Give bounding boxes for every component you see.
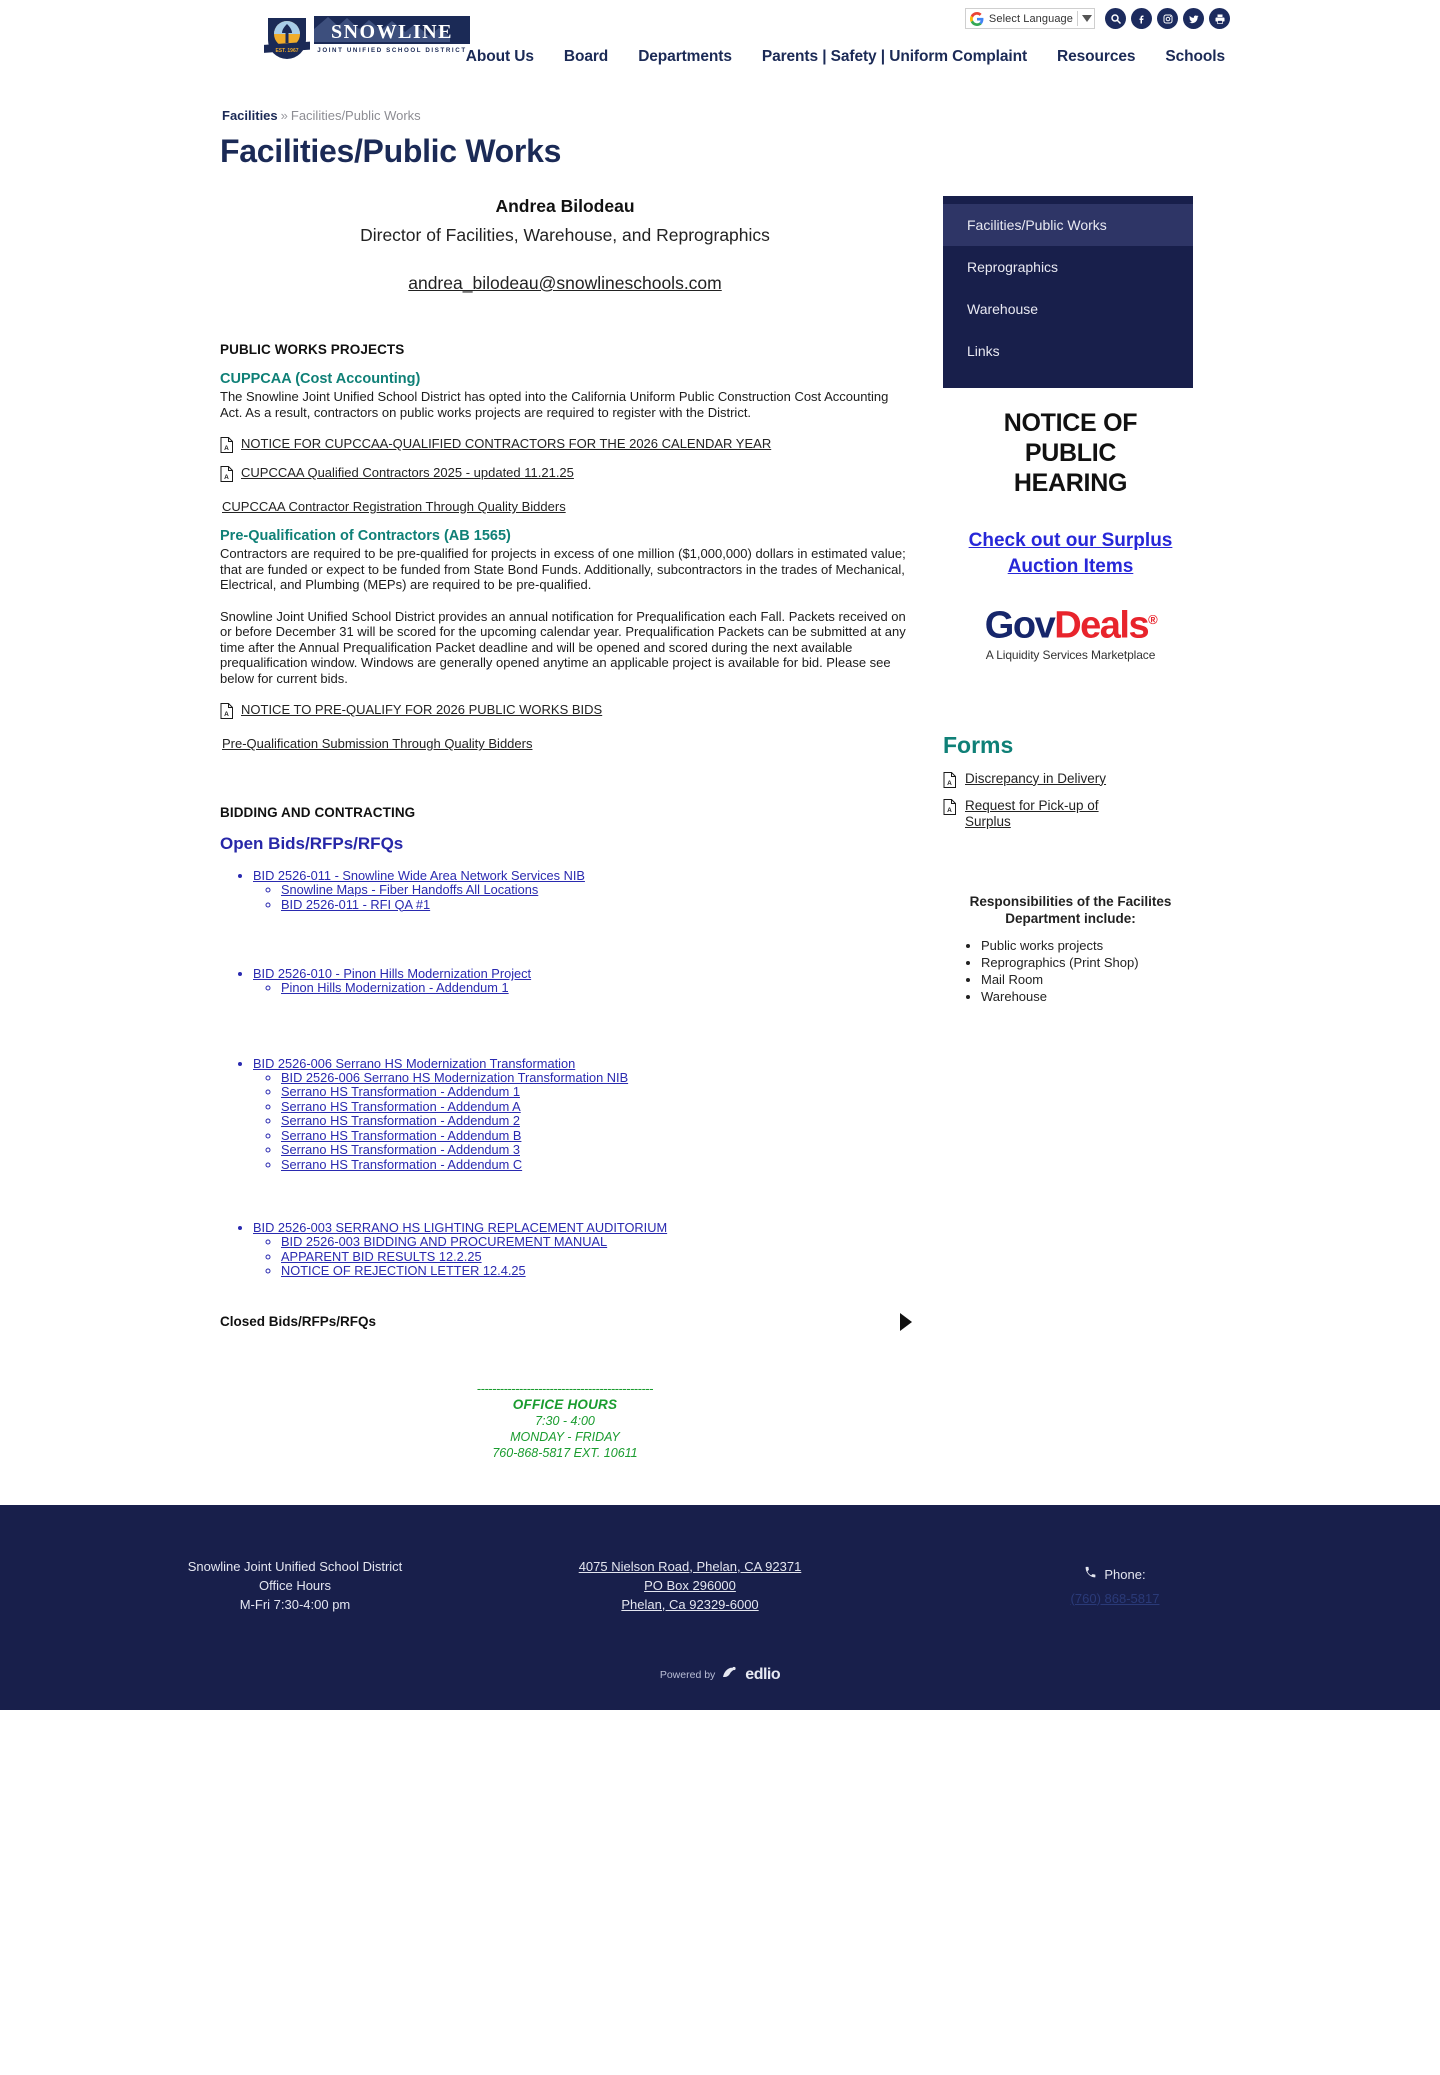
- pdf-file-icon: [943, 772, 956, 793]
- svg-text:A: A: [947, 806, 952, 814]
- footer-office-hours-label: Office Hours: [258, 1577, 331, 1593]
- cuppcaa-pdf-link-1[interactable]: NOTICE FOR CUPCCAA-QUALIFIED CONTRACTORS FOR THE 2026 CALENDAR YEAR: [241, 436, 772, 451]
- registered-trademark-icon: ®: [1148, 612, 1157, 627]
- svg-text:A: A: [224, 711, 229, 718]
- page-body: [0, 90, 1440, 1471]
- list-item: [281, 1143, 910, 1158]
- office-hours-title: OFFICE HOURS: [512, 1396, 618, 1412]
- bid-group: [220, 1056, 910, 1173]
- svg-text:EST. 1967: EST. 1967: [275, 48, 299, 54]
- form-link-discrepancy-in-delivery[interactable]: Discrepancy in Delivery: [965, 770, 1107, 786]
- site-footer: [0, 1505, 1440, 1710]
- bid-sub-list: [253, 1071, 910, 1173]
- staff-contact-block: [220, 196, 910, 294]
- utility-bar: [965, 8, 1230, 29]
- list-item: • Warehouse: [981, 988, 1198, 1005]
- list-item: [281, 883, 910, 898]
- main-content: [220, 196, 920, 1461]
- pdf-link-row[interactable]: [220, 436, 910, 458]
- edlio-wordmark: edlio: [745, 1665, 781, 1683]
- list-item: [281, 898, 910, 913]
- notice-line-3: HEARING: [1013, 469, 1128, 497]
- pdf-link-row[interactable]: [220, 702, 910, 724]
- chevron-down-icon[interactable]: [1082, 15, 1092, 22]
- bid-sub-link[interactable]: Serrano HS Transformation - Addendum B: [281, 1127, 522, 1143]
- prequalification-paragraph-2: Snowline Joint Unified School District provides an annual notification for Prequalification each Fall. Packets received on or before December 31 will be scored for the upcoming calendar year. Prequalification Packets can be submitted at any time after the Annual Prequalification Packet deadline and will be opened and scored during the next available prequalification window. Windows are generally opened anytime an applicable project is available for bid. Please see below for current bids.: [220, 608, 906, 686]
- bid-sub-link[interactable]: NOTICE OF REJECTION LETTER 12.4.25: [281, 1263, 526, 1278]
- notice-line-1: NOTICE OF: [1003, 409, 1138, 437]
- district-logo[interactable]: [262, 12, 477, 60]
- bid-sub-link[interactable]: Serrano HS Transformation - Addendum 2: [281, 1113, 520, 1128]
- facebook-icon[interactable]: [1131, 8, 1152, 29]
- nav-item-parents-safety-uniform-complaint[interactable]: Parents | Safety | Uniform Complaint: [761, 48, 1028, 65]
- office-hours-block: [220, 1381, 910, 1461]
- google-g-icon: [970, 12, 984, 26]
- prequalification-pdf-link[interactable]: NOTICE TO PRE-QUALIFY FOR 2026 PUBLIC WORKS BIDS: [241, 702, 603, 717]
- list-item: • Reprographics (Print Shop): [981, 954, 1198, 971]
- list-item: [281, 1071, 910, 1086]
- bid-sub-link[interactable]: BID 2526-006 Serrano HS Modernization Transformation NIB: [281, 1069, 629, 1085]
- responsibilities-list: [943, 937, 1198, 1005]
- office-hours-days: MONDAY - FRIDAY: [510, 1429, 620, 1444]
- svg-text:SNOWLINE: SNOWLINE: [330, 21, 454, 43]
- sidebar-item-warehouse[interactable]: Warehouse: [967, 301, 1039, 317]
- sidebar: [943, 196, 1198, 1005]
- breadcrumb-parent[interactable]: Facilities: [222, 108, 278, 123]
- nav-item-resources[interactable]: Resources: [1057, 48, 1136, 65]
- language-selector[interactable]: [965, 8, 1095, 29]
- prequalification-heading: Pre-Qualification of Contractors (AB 1565): [220, 528, 511, 544]
- nav-item-board[interactable]: Board: [563, 48, 609, 65]
- bid-sub-link[interactable]: BID 2526-011 - RFI QA #1: [281, 896, 431, 912]
- forms-heading: Forms: [943, 731, 1014, 758]
- bid-sub-link[interactable]: Pinon Hills Modernization - Addendum 1: [281, 980, 509, 995]
- divider: [1077, 11, 1078, 26]
- cuppcaa-heading: CUPPCAA (Cost Accounting): [220, 371, 421, 387]
- list-item: [281, 1085, 910, 1100]
- govdeals-gov-text: Gov: [984, 604, 1055, 647]
- bid-sub-list: [253, 981, 910, 996]
- footer-phone-row: [1084, 1565, 1145, 1584]
- prequalification-submission-link[interactable]: Pre-Qualification Submission Through Quality Bidders: [222, 736, 533, 751]
- bid-title-link[interactable]: BID 2526-006 Serrano HS Modernization Transformation: [253, 1055, 576, 1071]
- list-item: [281, 1129, 910, 1144]
- bid-sub-link[interactable]: Serrano HS Transformation - Addendum 3: [281, 1142, 520, 1157]
- bid-title-link[interactable]: BID 2526-010 - Pinon Hills Modernization Project: [253, 966, 532, 981]
- bid-group: [220, 868, 910, 912]
- bid-item: [253, 966, 910, 996]
- bid-title-link[interactable]: BID 2526-003 SERRANO HS LIGHTING REPLACEMENT AUDITORIUM: [253, 1220, 668, 1235]
- svg-text:A: A: [224, 474, 229, 481]
- list-item: [281, 1264, 910, 1279]
- footer-address-line-1[interactable]: 4075 Nielson Road, Phelan, CA 92371: [578, 1558, 802, 1574]
- govdeals-logo[interactable]: [943, 600, 1198, 662]
- pdf-link-row[interactable]: [220, 465, 910, 487]
- footer-phone-block: [900, 1557, 1330, 1608]
- form-link-request-for-pickup-of-surplus[interactable]: Request for Pick-up of Surplus: [965, 797, 1099, 830]
- govdeals-deals-text: Deals: [1054, 604, 1149, 647]
- sidebar-navigation: [943, 196, 1193, 388]
- bid-group: [220, 966, 910, 996]
- pdf-file-icon: [943, 799, 956, 820]
- bid-group: [220, 1220, 910, 1279]
- bid-item: [253, 1220, 910, 1279]
- bid-item: [253, 1056, 910, 1173]
- bid-item: [253, 868, 910, 912]
- footer-phone-number[interactable]: (760) 868-5817: [1070, 1590, 1160, 1606]
- pdf-file-icon: [220, 437, 233, 458]
- footer-address-line-3[interactable]: Phelan, Ca 92329-6000: [621, 1596, 759, 1612]
- site-header: [0, 0, 1440, 90]
- notice-of-public-hearing[interactable]: [943, 408, 1198, 498]
- svg-text:A: A: [947, 779, 952, 787]
- bid-sub-link[interactable]: Snowline Maps - Fiber Handoffs All Locations: [281, 882, 539, 897]
- list-item: • Mail Room: [981, 971, 1198, 988]
- footer-address: [480, 1557, 900, 1614]
- form-link-row[interactable]: [943, 771, 1198, 793]
- list-item: [281, 981, 910, 996]
- twitter-icon[interactable]: [1183, 8, 1204, 29]
- public-works-heading: PUBLIC WORKS PROJECTS: [220, 342, 405, 357]
- breadcrumb: [220, 108, 1220, 123]
- office-hours-time: 7:30 - 4:00: [535, 1413, 595, 1428]
- list-item: [281, 1114, 910, 1129]
- office-hours-rule: ----------------------------------------------: [476, 1380, 654, 1396]
- bid-sub-link[interactable]: Serrano HS Transformation - Addendum A: [281, 1098, 521, 1114]
- form-link-row[interactable]: [943, 798, 1198, 831]
- bidding-contracting-heading: BIDDING AND CONTRACTING: [220, 805, 416, 820]
- footer-phone-label: Phone:: [1104, 1566, 1146, 1582]
- bid-sub-list: [253, 1235, 910, 1279]
- social-links: [1105, 8, 1230, 29]
- prequalification-paragraph-1: Contractors are required to be pre-qualified for projects in excess of one million ($1,000,000) dollars in estimated value; that are funded or expect to be funded from State Bond Funds. Additionally, subcontractors in the trades of Mechanical, Electrical, and Plumbing (MEPs) are required to be pre-qualified.: [220, 546, 906, 592]
- list-item: • Public works projects: [981, 937, 1198, 954]
- cuppcaa-body: The Snowline Joint Unified School District has opted into the California Uniform Public Construction Cost Accounting Act. As a result, contractors on public works projects are required to register with the District.: [220, 389, 889, 420]
- nav-item-schools[interactable]: Schools: [1165, 48, 1225, 65]
- bid-sub-list: [253, 883, 910, 912]
- list-item: [281, 1250, 910, 1265]
- closed-bids-heading: Closed Bids/RFPs/RFQs: [220, 1314, 377, 1329]
- staff-name: Andrea Bilodeau: [495, 196, 635, 216]
- sidebar-item-links[interactable]: Links: [967, 343, 1000, 359]
- powered-by-label: Powered by: [659, 1668, 716, 1681]
- main-navigation: [466, 48, 1225, 66]
- list-item: [281, 1100, 910, 1115]
- nav-item-departments[interactable]: Departments: [638, 48, 732, 65]
- bid-sub-link[interactable]: BID 2526-003 BIDDING AND PROCUREMENT MANUAL: [281, 1234, 608, 1249]
- office-hours-phone: 760-868-5817 EXT. 10611: [492, 1445, 638, 1460]
- nav-item-about-us[interactable]: About Us: [465, 48, 534, 65]
- staff-email-link[interactable]: andrea_bilodeau@snowlineschools.com: [408, 273, 722, 293]
- phone-icon: [1084, 1565, 1097, 1584]
- pdf-file-icon: [220, 466, 233, 487]
- breadcrumb-separator: »: [280, 108, 288, 123]
- sidebar-item-facilities-public-works[interactable]: Facilities/Public Works: [943, 204, 1193, 246]
- staff-title: Director of Facilities, Warehouse, and Reprographics: [360, 225, 770, 245]
- footer-office-hours-value: M-Fri 7:30-4:00 pm: [239, 1596, 351, 1612]
- bid-title-link[interactable]: BID 2526-011 - Snowline Wide Area Network Services NIB: [253, 868, 585, 883]
- edlio-attribution[interactable]: [0, 1614, 1440, 1710]
- page-title: Facilities/Public Works: [220, 133, 562, 169]
- open-bids-heading: Open Bids/RFPs/RFQs: [220, 834, 404, 853]
- footer-district-name: Snowline Joint Unified School District: [187, 1558, 403, 1574]
- search-icon[interactable]: [1105, 8, 1126, 29]
- bid-sub-link[interactable]: Serrano HS Transformation - Addendum C: [281, 1156, 523, 1172]
- bid-sub-link[interactable]: Serrano HS Transformation - Addendum 1: [281, 1084, 520, 1099]
- cuppcaa-registration-link[interactable]: CUPCCAA Contractor Registration Through Quality Bidders: [222, 499, 566, 514]
- govdeals-tagline: A Liquidity Services Marketplace: [985, 647, 1156, 662]
- responsibilities-heading: Responsibilities of the Facilites Department include:: [969, 893, 1172, 926]
- cuppcaa-pdf-link-2[interactable]: CUPCCAA Qualified Contractors 2025 - updated 11.21.25: [241, 465, 574, 480]
- footer-district-info: [110, 1557, 480, 1614]
- edlio-logo-icon: [721, 1666, 739, 1683]
- list-item: [281, 1158, 910, 1173]
- language-label: Select Language: [988, 12, 1073, 25]
- footer-address-line-2[interactable]: PO Box 296000: [644, 1577, 736, 1593]
- surplus-auction-link[interactable]: Check out our Surplus Auction Items: [968, 530, 1173, 577]
- closed-bids-section[interactable]: [220, 1313, 920, 1331]
- svg-text:JOINT UNIFIED SCHOOL DISTRICT: JOINT UNIFIED SCHOOL DISTRICT: [317, 47, 467, 54]
- bid-sub-link[interactable]: APPARENT BID RESULTS 12.2.25: [281, 1248, 482, 1264]
- instagram-icon[interactable]: [1157, 8, 1178, 29]
- notice-line-2: PUBLIC: [1024, 439, 1117, 467]
- pdf-file-icon: [220, 703, 233, 724]
- sidebar-item-reprographics[interactable]: Reprographics: [967, 259, 1059, 275]
- svg-text:A: A: [224, 445, 229, 452]
- expand-arrow-icon[interactable]: [900, 1313, 912, 1331]
- breadcrumb-current: Facilities/Public Works: [290, 108, 421, 123]
- list-item: [281, 1235, 910, 1250]
- print-icon[interactable]: [1209, 8, 1230, 29]
